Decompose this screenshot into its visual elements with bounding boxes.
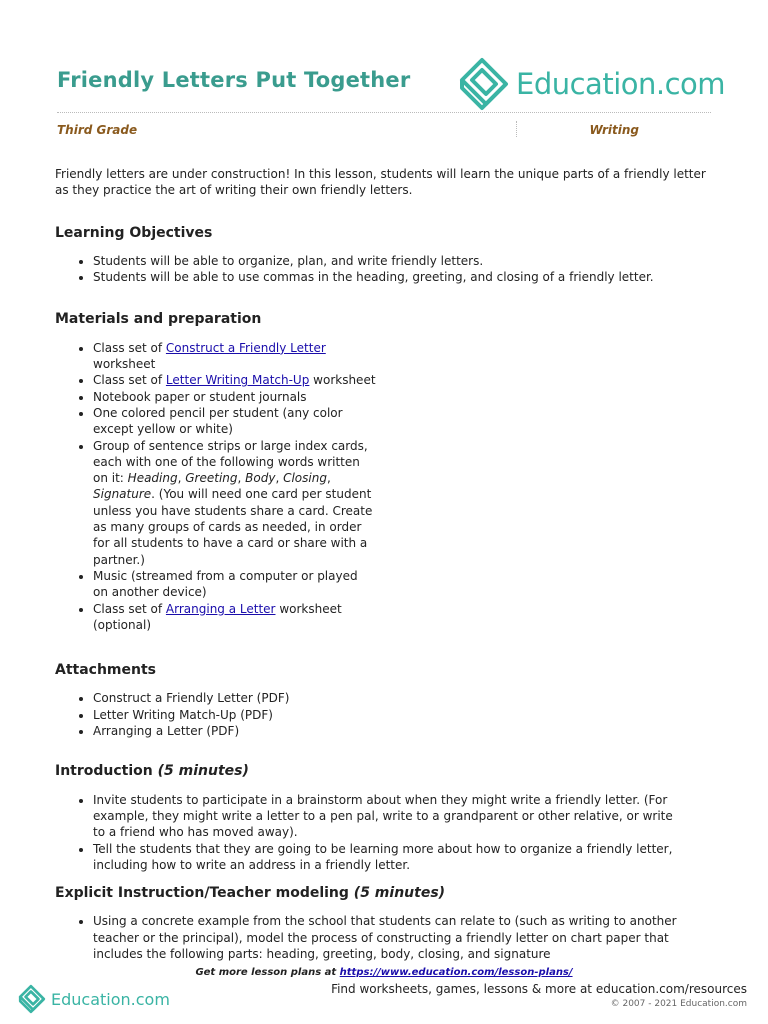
text: worksheet <box>93 357 156 372</box>
header-divider <box>57 112 711 113</box>
text: Closing <box>283 471 327 486</box>
education-logo-text: Education.com <box>516 67 726 101</box>
education-logo-icon <box>456 56 512 112</box>
education-logo-icon <box>17 984 47 1014</box>
duration: (5 minutes) <box>157 763 249 780</box>
page-title: Friendly Letters Put Together <box>57 68 411 92</box>
text: Heading <box>127 471 178 486</box>
letter-matchup-link[interactable]: Letter Writing Match-Up <box>165 373 310 388</box>
grade-label: Third Grade <box>57 123 138 137</box>
text: worksheet <box>309 373 376 388</box>
text: Class set of <box>93 340 166 355</box>
list-item <box>93 372 715 388</box>
list-item: • Construct a Friendly Letter (PDF) <box>93 690 715 706</box>
explicit-heading <box>55 885 715 901</box>
explicit-list <box>55 913 715 962</box>
text: Group of sentence strips or large index cards, each with one of the following words written on it: <box>93 438 368 486</box>
footer-find-text: Find worksheets, games, lessons & more at education.com/resources <box>331 982 747 996</box>
text: Signature <box>93 487 152 502</box>
list-item <box>93 340 373 373</box>
text: Body <box>245 471 276 486</box>
list-item: • Arranging a Letter (PDF) <box>93 723 715 739</box>
objectives-heading: Learning Objectives <box>55 224 213 241</box>
text: Class set of <box>93 373 166 388</box>
list-item: • Group of sentence strips or large index cards, each with one of the following words written on it: Heading, Greeting, Body, Closing, Signature. (You will need one card per student unless you have students share a card. Create as many groups of cards as needed, in order for all students to have a card or share with a partner.) <box>93 438 373 568</box>
construct-letter-link[interactable]: Construct a Friendly Letter <box>165 340 326 355</box>
header-separator <box>516 121 517 137</box>
attachments-heading: Attachments <box>55 662 157 679</box>
list-item: • Students will be able to use commas in the heading, greeting, and closing of a friendly letter. <box>93 269 715 285</box>
text: Class set of <box>93 601 166 616</box>
text: Explicit Instruction/Teacher modeling <box>55 885 349 902</box>
footer-copyright: © 2007 - 2021 Education.com <box>610 999 747 1009</box>
materials-list <box>55 340 715 633</box>
text: . (You will need one card per student unless you have students share a card. Create as many groups of cards as needed, in order for all students to have a card or share with a partner.) <box>93 487 373 567</box>
text: Introduction <box>55 763 153 780</box>
list-item: • Notebook paper or student journals <box>93 389 715 405</box>
attachments-list <box>55 690 715 739</box>
introduction-list <box>55 792 715 873</box>
footer-logo-text: Education.com <box>51 989 170 1009</box>
list-item: • Students will be able to organize, plan, and write friendly letters. <box>93 253 715 269</box>
introduction-heading <box>55 763 715 779</box>
list-item: • Music (streamed from a computer or played on another device) <box>93 568 373 601</box>
list-item: • One colored pencil per student (any color except yellow or white) <box>93 405 373 438</box>
lesson-content <box>55 166 715 962</box>
list-item: • Tell the students that they are going to be learning more about how to organize a friendly letter, including how to write an address in a friendly letter. <box>93 841 715 874</box>
intro-paragraph: Friendly letters are under construction! In this lesson, students will learn the unique parts of a friendly letter as they practice the art of writing their own friendly letters. <box>55 167 706 198</box>
text: Greeting <box>185 471 238 486</box>
list-item: • Using a concrete example from the school that students can relate to (such as writing to another teacher or the principal), model the process of constructing a friendly letter on chart paper that includes the following parts: heading, greeting, body, closing, and signature <box>93 913 715 962</box>
list-item: • Letter Writing Match-Up (PDF) <box>93 707 715 723</box>
duration: (5 minutes) <box>353 885 446 902</box>
subject-label: Writing <box>589 123 639 137</box>
arranging-letter-link[interactable]: Arranging a Letter <box>165 601 276 616</box>
list-item: • Invite students to participate in a brainstorm about when they might write a friendly letter. (For example, they might write a letter to a pen pal, write to a grandparent or other relative, or write to a friend who has moved away). <box>93 792 715 841</box>
footer-logo[interactable] <box>17 984 170 1014</box>
materials-heading: Materials and preparation <box>55 311 262 328</box>
lesson-plans-link[interactable]: https://www.education.com/lesson-plans/ <box>339 967 573 978</box>
list-item <box>93 601 373 634</box>
objectives-list <box>55 253 715 286</box>
footer-cta <box>0 967 768 978</box>
text: worksheet (optional) <box>93 601 342 632</box>
text: Get more lesson plans at <box>195 967 340 978</box>
education-logo[interactable] <box>456 56 725 112</box>
